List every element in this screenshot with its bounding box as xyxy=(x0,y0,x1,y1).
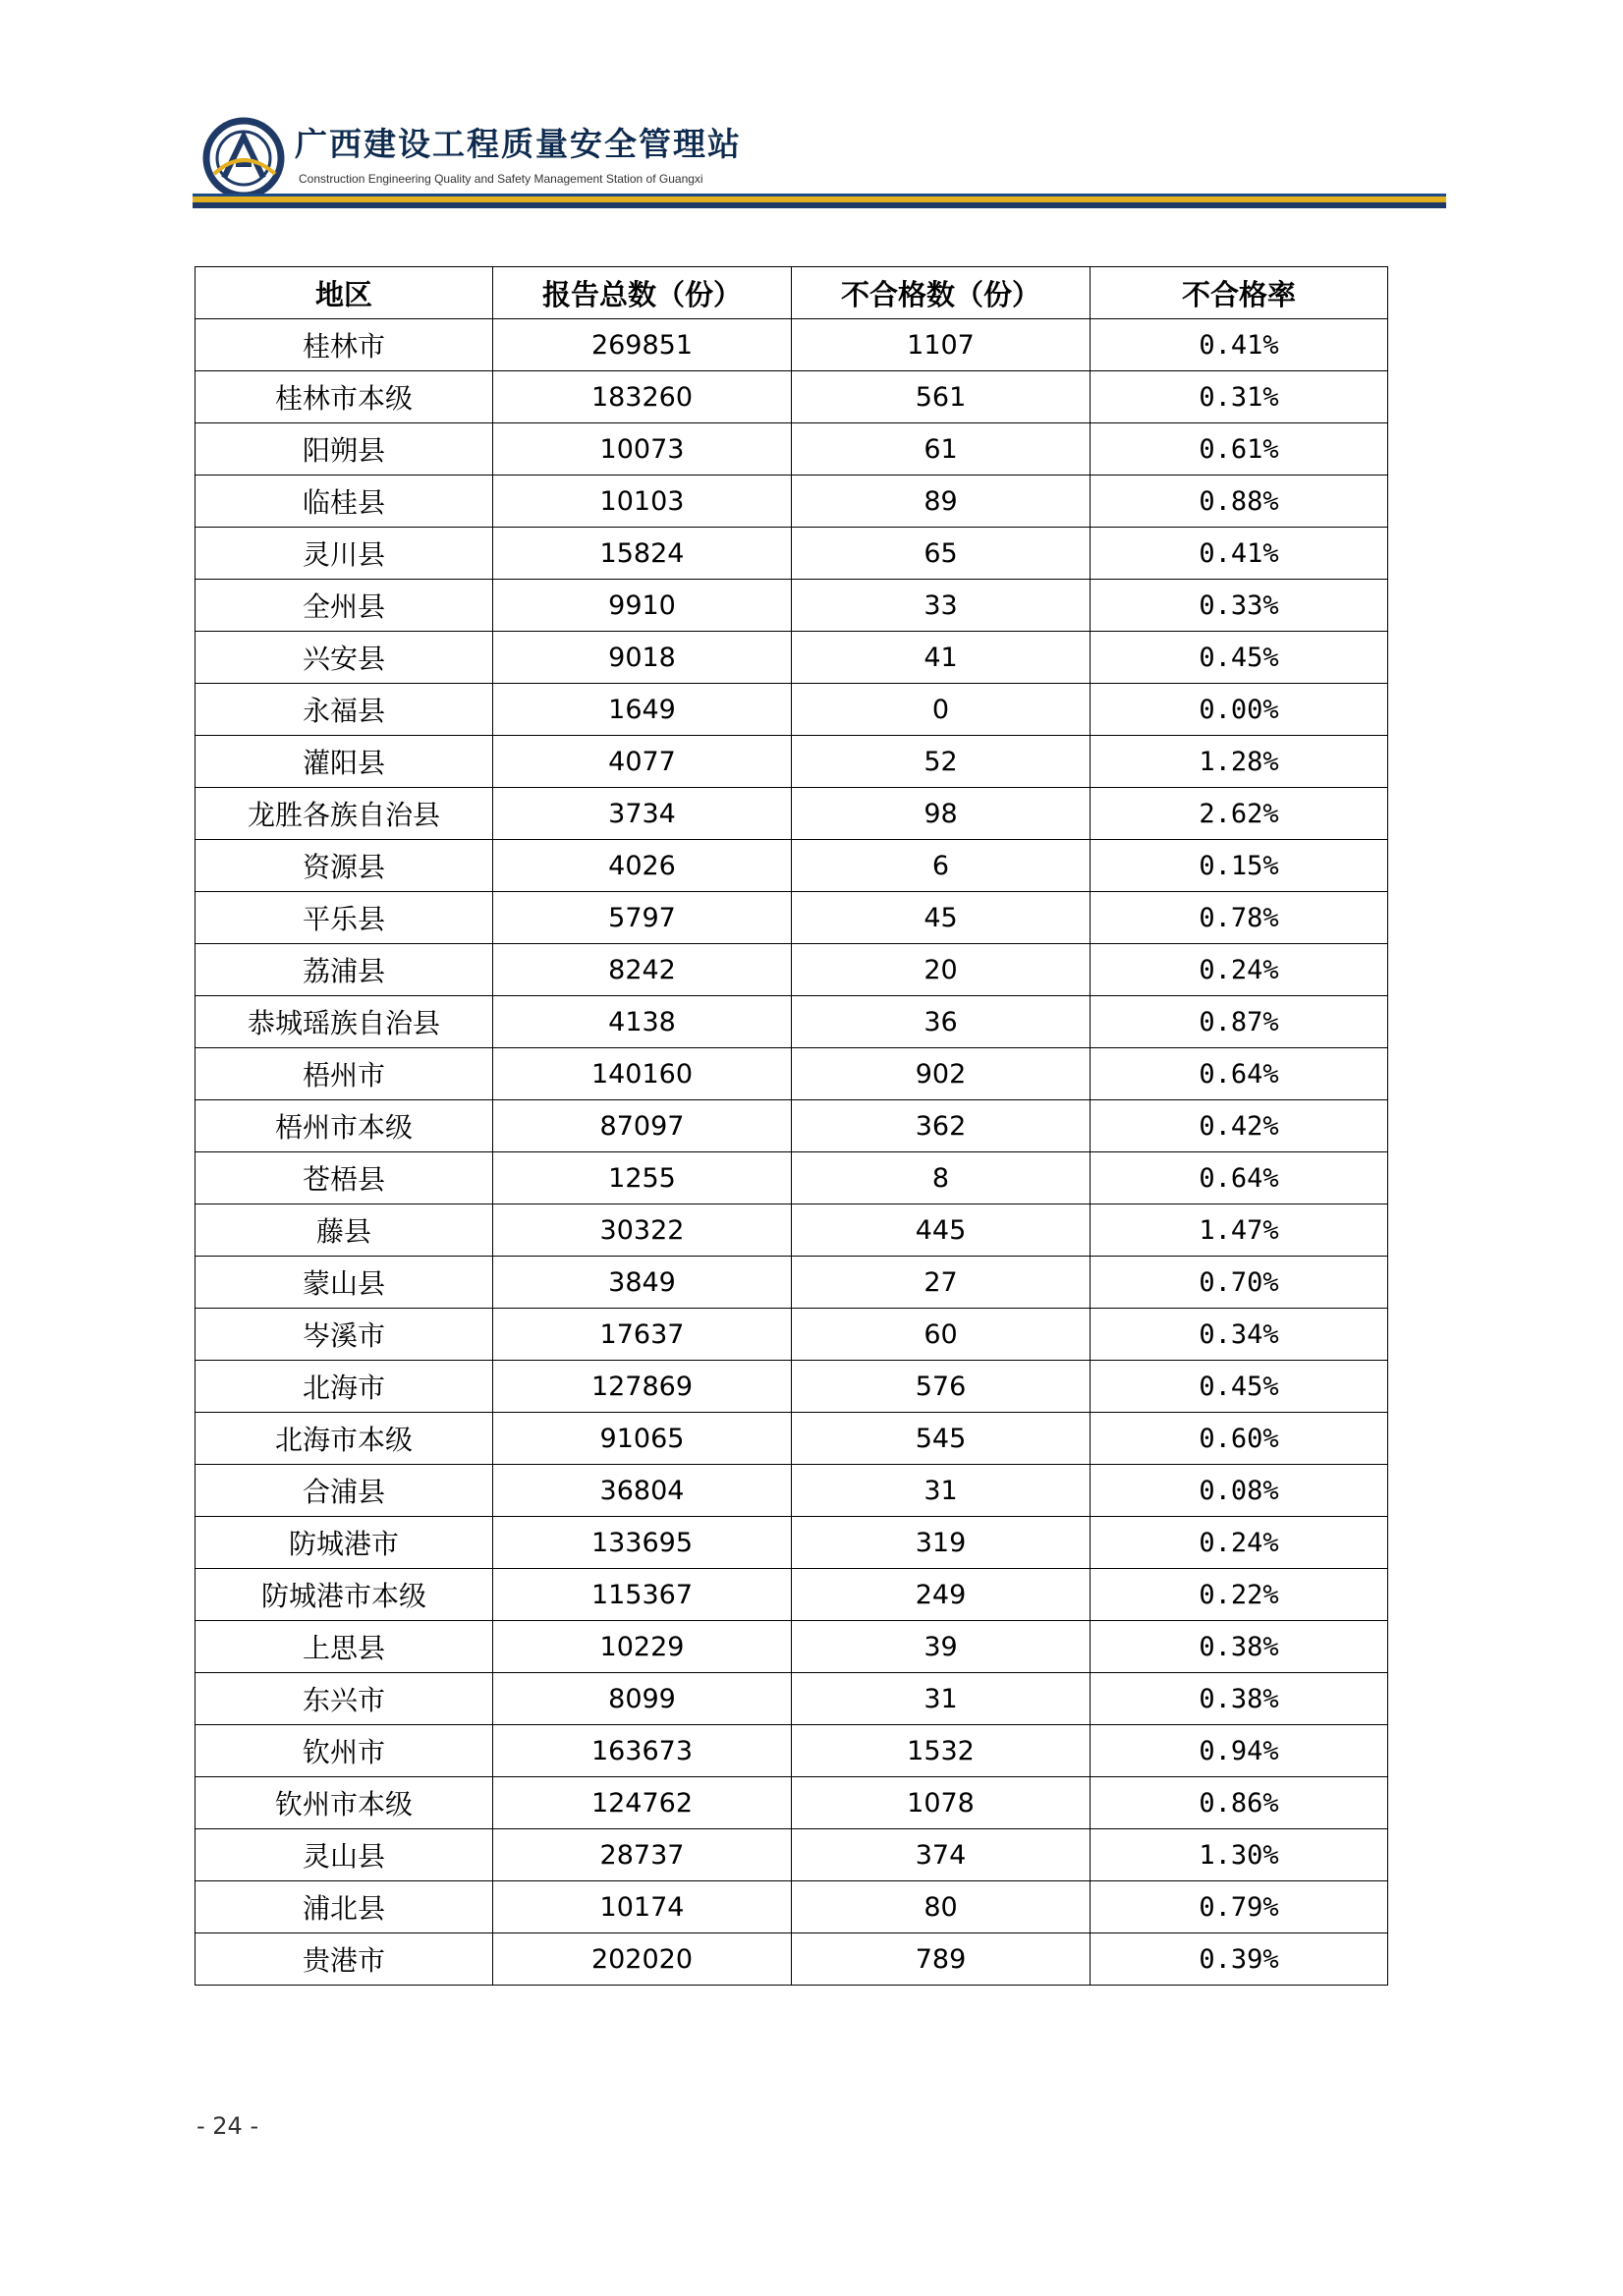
table-row xyxy=(196,371,1388,423)
cell-region: 兴安县 xyxy=(196,632,493,684)
cell-failure-rate: 0.39% xyxy=(1091,1933,1388,1986)
table-row xyxy=(196,684,1388,736)
cell-total-reports: 3849 xyxy=(493,1257,792,1309)
cell-failure-rate: 0.41% xyxy=(1091,528,1388,580)
cell-failed-reports: 36 xyxy=(792,996,1091,1048)
cell-region: 藤县 xyxy=(196,1204,493,1257)
cell-failure-rate: 0.79% xyxy=(1091,1881,1388,1933)
cell-failed-reports: 1532 xyxy=(792,1725,1091,1777)
cell-failure-rate: 0.38% xyxy=(1091,1621,1388,1673)
table-row xyxy=(196,840,1388,892)
cell-failure-rate: 0.87% xyxy=(1091,996,1388,1048)
cell-failure-rate: 0.45% xyxy=(1091,1361,1388,1413)
cell-failure-rate: 0.41% xyxy=(1091,319,1388,371)
table-row xyxy=(196,528,1388,580)
cell-region: 浦北县 xyxy=(196,1881,493,1933)
cell-total-reports: 4077 xyxy=(493,736,792,788)
cell-region: 桂林市本级 xyxy=(196,371,493,423)
header-rule-navy xyxy=(193,202,1446,208)
cell-total-reports: 4026 xyxy=(493,840,792,892)
inspection-report-table xyxy=(195,266,1388,1986)
table-row xyxy=(196,1048,1388,1100)
table-row xyxy=(196,944,1388,996)
table-row xyxy=(196,1725,1388,1777)
cell-failure-rate: 1.47% xyxy=(1091,1204,1388,1257)
cell-failed-reports: 8 xyxy=(792,1152,1091,1204)
table-row xyxy=(196,1569,1388,1621)
cell-total-reports: 5797 xyxy=(493,892,792,944)
cell-region: 苍梧县 xyxy=(196,1152,493,1204)
table-row xyxy=(196,1361,1388,1413)
cell-total-reports: 91065 xyxy=(493,1413,792,1465)
cell-region: 灵山县 xyxy=(196,1829,493,1881)
cell-region: 北海市本级 xyxy=(196,1413,493,1465)
table-row xyxy=(196,1673,1388,1725)
table-row xyxy=(196,1829,1388,1881)
cell-total-reports: 10174 xyxy=(493,1881,792,1933)
table-row xyxy=(196,632,1388,684)
table-row xyxy=(196,1777,1388,1829)
cell-total-reports: 1255 xyxy=(493,1152,792,1204)
cell-failure-rate: 0.38% xyxy=(1091,1673,1388,1725)
cell-region: 东兴市 xyxy=(196,1673,493,1725)
cell-failed-reports: 561 xyxy=(792,371,1091,423)
cell-failure-rate: 0.08% xyxy=(1091,1465,1388,1517)
cell-failed-reports: 80 xyxy=(792,1881,1091,1933)
table-header-row xyxy=(196,267,1388,319)
cell-failed-reports: 902 xyxy=(792,1048,1091,1100)
cell-region: 防城港市本级 xyxy=(196,1569,493,1621)
cell-failed-reports: 20 xyxy=(792,944,1091,996)
table-row xyxy=(196,319,1388,371)
cell-failure-rate: 0.34% xyxy=(1091,1309,1388,1361)
cell-failed-reports: 6 xyxy=(792,840,1091,892)
cell-total-reports: 36804 xyxy=(493,1465,792,1517)
cell-failure-rate: 0.61% xyxy=(1091,423,1388,476)
cell-failed-reports: 445 xyxy=(792,1204,1091,1257)
cell-failure-rate: 0.31% xyxy=(1091,371,1388,423)
cell-failed-reports: 576 xyxy=(792,1361,1091,1413)
cell-region: 岑溪市 xyxy=(196,1309,493,1361)
organization-name-en: Construction Engineering Quality and Safety Management Station of Guangxi xyxy=(299,172,703,186)
cell-total-reports: 10073 xyxy=(493,423,792,476)
table-row xyxy=(196,580,1388,632)
page-number: - 24 - xyxy=(196,2112,259,2140)
cell-region: 蒙山县 xyxy=(196,1257,493,1309)
cell-failed-reports: 65 xyxy=(792,528,1091,580)
cell-failure-rate: 0.88% xyxy=(1091,476,1388,528)
cell-failed-reports: 1107 xyxy=(792,319,1091,371)
cell-failed-reports: 52 xyxy=(792,736,1091,788)
cell-failure-rate: 0.64% xyxy=(1091,1048,1388,1100)
cell-total-reports: 124762 xyxy=(493,1777,792,1829)
column-header-failed-reports: 不合格数（份） xyxy=(792,267,1091,319)
cell-region: 北海市 xyxy=(196,1361,493,1413)
cell-failure-rate: 0.86% xyxy=(1091,1777,1388,1829)
cell-failure-rate: 0.60% xyxy=(1091,1413,1388,1465)
cell-total-reports: 269851 xyxy=(493,319,792,371)
cell-total-reports: 115367 xyxy=(493,1569,792,1621)
cell-region: 贵港市 xyxy=(196,1933,493,1986)
cell-failed-reports: 89 xyxy=(792,476,1091,528)
cell-total-reports: 140160 xyxy=(493,1048,792,1100)
cell-region: 恭城瑶族自治县 xyxy=(196,996,493,1048)
cell-region: 合浦县 xyxy=(196,1465,493,1517)
cell-failure-rate: 0.78% xyxy=(1091,892,1388,944)
cell-region: 临桂县 xyxy=(196,476,493,528)
cell-failed-reports: 33 xyxy=(792,580,1091,632)
cell-failed-reports: 0 xyxy=(792,684,1091,736)
cell-region: 平乐县 xyxy=(196,892,493,944)
cell-total-reports: 28737 xyxy=(493,1829,792,1881)
cell-failure-rate: 0.00% xyxy=(1091,684,1388,736)
cell-total-reports: 127869 xyxy=(493,1361,792,1413)
cell-failure-rate: 0.24% xyxy=(1091,1517,1388,1569)
table-row xyxy=(196,788,1388,840)
table-row xyxy=(196,1152,1388,1204)
cell-failed-reports: 41 xyxy=(792,632,1091,684)
cell-total-reports: 15824 xyxy=(493,528,792,580)
cell-failure-rate: 0.42% xyxy=(1091,1100,1388,1152)
cell-region: 龙胜各族自治县 xyxy=(196,788,493,840)
cell-failure-rate: 1.28% xyxy=(1091,736,1388,788)
cell-total-reports: 30322 xyxy=(493,1204,792,1257)
cell-total-reports: 1649 xyxy=(493,684,792,736)
cell-failure-rate: 0.24% xyxy=(1091,944,1388,996)
cell-failed-reports: 249 xyxy=(792,1569,1091,1621)
page-header xyxy=(193,113,1446,207)
cell-total-reports: 8242 xyxy=(493,944,792,996)
cell-failure-rate: 0.94% xyxy=(1091,1725,1388,1777)
cell-failure-rate: 0.64% xyxy=(1091,1152,1388,1204)
cell-failed-reports: 39 xyxy=(792,1621,1091,1673)
cell-failure-rate: 0.70% xyxy=(1091,1257,1388,1309)
cell-failure-rate: 0.33% xyxy=(1091,580,1388,632)
cell-total-reports: 163673 xyxy=(493,1725,792,1777)
cell-failed-reports: 789 xyxy=(792,1933,1091,1986)
table-row xyxy=(196,1465,1388,1517)
table-row xyxy=(196,1881,1388,1933)
organization-logo-icon xyxy=(202,117,285,199)
cell-failed-reports: 27 xyxy=(792,1257,1091,1309)
cell-total-reports: 10103 xyxy=(493,476,792,528)
table-row xyxy=(196,1933,1388,1986)
table-row xyxy=(196,1100,1388,1152)
table-body xyxy=(196,319,1388,1986)
cell-failed-reports: 319 xyxy=(792,1517,1091,1569)
cell-region: 荔浦县 xyxy=(196,944,493,996)
table-row xyxy=(196,1309,1388,1361)
cell-total-reports: 87097 xyxy=(493,1100,792,1152)
cell-region: 梧州市 xyxy=(196,1048,493,1100)
table-row xyxy=(196,1204,1388,1257)
cell-region: 全州县 xyxy=(196,580,493,632)
cell-failed-reports: 374 xyxy=(792,1829,1091,1881)
cell-total-reports: 133695 xyxy=(493,1517,792,1569)
cell-total-reports: 10229 xyxy=(493,1621,792,1673)
table-row xyxy=(196,476,1388,528)
cell-total-reports: 8099 xyxy=(493,1673,792,1725)
cell-total-reports: 17637 xyxy=(493,1309,792,1361)
cell-region: 上思县 xyxy=(196,1621,493,1673)
cell-region: 永福县 xyxy=(196,684,493,736)
cell-failed-reports: 545 xyxy=(792,1413,1091,1465)
cell-total-reports: 183260 xyxy=(493,371,792,423)
cell-failure-rate: 1.30% xyxy=(1091,1829,1388,1881)
column-header-region: 地区 xyxy=(196,267,493,319)
table-row xyxy=(196,996,1388,1048)
cell-region: 梧州市本级 xyxy=(196,1100,493,1152)
cell-failed-reports: 1078 xyxy=(792,1777,1091,1829)
cell-failed-reports: 98 xyxy=(792,788,1091,840)
cell-region: 阳朔县 xyxy=(196,423,493,476)
cell-failed-reports: 362 xyxy=(792,1100,1091,1152)
cell-total-reports: 4138 xyxy=(493,996,792,1048)
cell-region: 资源县 xyxy=(196,840,493,892)
cell-total-reports: 202020 xyxy=(493,1933,792,1986)
table-row xyxy=(196,1621,1388,1673)
column-header-total-reports: 报告总数（份） xyxy=(493,267,792,319)
cell-failure-rate: 0.15% xyxy=(1091,840,1388,892)
cell-region: 桂林市 xyxy=(196,319,493,371)
cell-total-reports: 9910 xyxy=(493,580,792,632)
cell-failed-reports: 45 xyxy=(792,892,1091,944)
cell-total-reports: 9018 xyxy=(493,632,792,684)
cell-region: 钦州市本级 xyxy=(196,1777,493,1829)
cell-region: 防城港市 xyxy=(196,1517,493,1569)
cell-failed-reports: 31 xyxy=(792,1465,1091,1517)
table-row xyxy=(196,423,1388,476)
table-row xyxy=(196,1413,1388,1465)
organization-name-cn: 广西建设工程质量安全管理站 xyxy=(295,125,742,163)
cell-region: 灵川县 xyxy=(196,528,493,580)
column-header-failure-rate: 不合格率 xyxy=(1091,267,1388,319)
cell-total-reports: 3734 xyxy=(493,788,792,840)
table-row xyxy=(196,892,1388,944)
table-row xyxy=(196,1517,1388,1569)
table-row xyxy=(196,1257,1388,1309)
cell-failed-reports: 31 xyxy=(792,1673,1091,1725)
cell-region: 灌阳县 xyxy=(196,736,493,788)
cell-failure-rate: 2.62% xyxy=(1091,788,1388,840)
cell-region: 钦州市 xyxy=(196,1725,493,1777)
cell-failure-rate: 0.22% xyxy=(1091,1569,1388,1621)
table-row xyxy=(196,736,1388,788)
cell-failure-rate: 0.45% xyxy=(1091,632,1388,684)
cell-failed-reports: 60 xyxy=(792,1309,1091,1361)
cell-failed-reports: 61 xyxy=(792,423,1091,476)
